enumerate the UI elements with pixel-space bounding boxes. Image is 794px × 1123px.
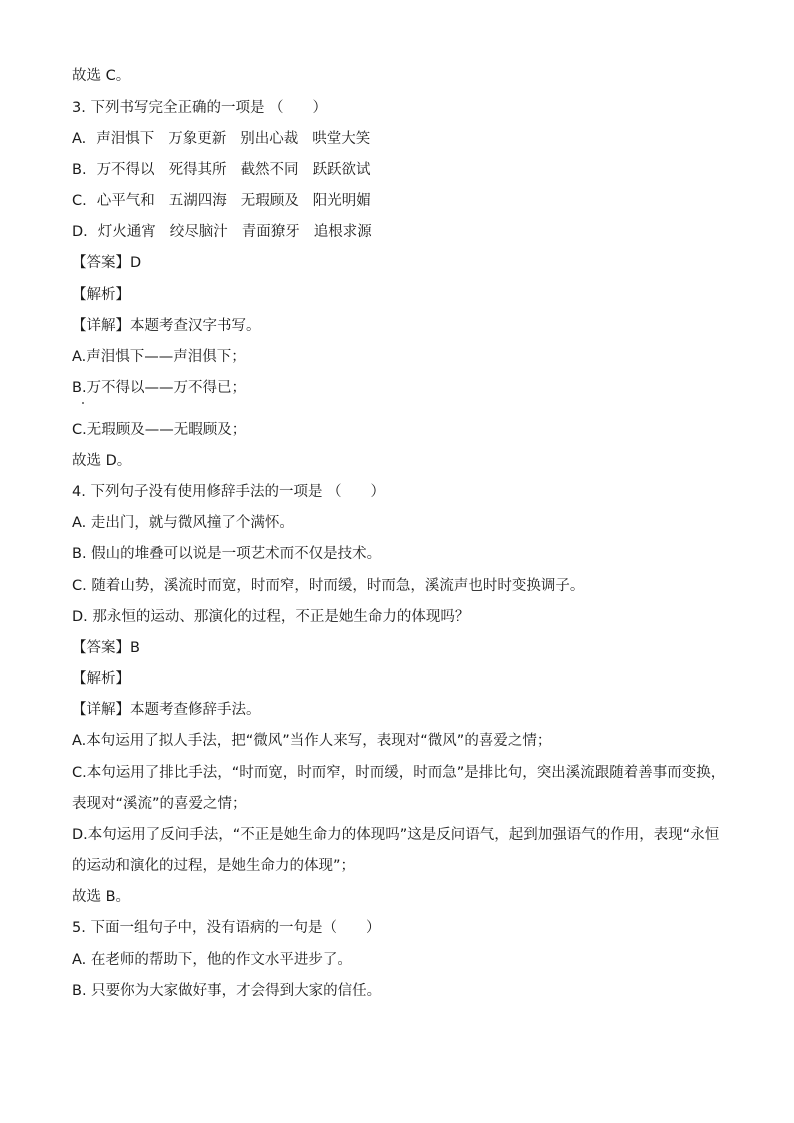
option-word: 哄堂大笑: [312, 131, 371, 147]
option-word: 无瑕顾及: [240, 193, 299, 209]
question-3-explanation-b: B.万不得以——万不得已；: [72, 380, 247, 396]
conclusion-text: 故选 C。: [72, 68, 131, 84]
question-4-explanation-a: A.本句运用了拟人手法，把“微风”当作人来写，表现对“微风”的喜爱之情；: [72, 733, 552, 749]
question-4-analysis-heading: 【解析】: [72, 671, 130, 687]
option-word: 五湖四海: [168, 193, 227, 209]
option-word: 阳光明媚: [312, 193, 371, 209]
question-3-stem: 3. 下列书写完全正确的一项是 （ ）: [72, 100, 328, 116]
question-3-detail: 【详解】本题考查汉字书写。: [72, 318, 261, 334]
question-3-option-d: [72, 222, 734, 242]
option-word: 死得其所: [168, 162, 227, 178]
question-3-explanation-c: C.无瑕顾及——无暇顾及；: [72, 422, 247, 438]
option-word: 绞尽脑汁: [169, 224, 228, 240]
option-word: 心平气和: [96, 193, 155, 209]
question-4-conclusion: 故选 B。: [72, 889, 131, 905]
question-4-option-d: D. 那永恒的运动、那演化的过程，不正是她生命力的体现吗？: [72, 609, 470, 625]
question-3-conclusion: 故选 D。: [72, 453, 132, 469]
option-word: 截然不同: [240, 162, 299, 178]
question-4-stem: 4. 下列句子没有使用修辞手法的一项是 （ ）: [72, 484, 386, 500]
question-3-option-c: [72, 191, 734, 211]
question-3-analysis-heading: 【解析】: [72, 287, 130, 303]
question-3-answer: 【答案】D: [72, 255, 142, 271]
question-3-option-b: [72, 160, 734, 180]
question-3-explanation-a: A.声泪惧下——声泪俱下；: [72, 349, 246, 365]
question-4-explanation-d-line1: D.本句运用了反问手法，“不正是她生命力的体现吗”这是反问语气，起到加强语气的作用，表现“永恒: [72, 827, 720, 843]
option-word: 青面獠牙: [241, 224, 300, 240]
option-word: 万象更新: [168, 131, 227, 147]
question-3-option-a: [72, 129, 734, 149]
question-4-explanation-c-line1: C.本句运用了排比手法，“时而宽，时而窄，时而缓，时而急”是排比句，突出溪流跟随着善事而变换，: [72, 765, 726, 781]
question-4-explanation-d-line2: 的运动和演化的过程，是她生命力的体现”；: [72, 858, 356, 874]
option-word: 灯火通宵: [97, 224, 156, 240]
question-4-option-a: A. 走出门，就与微风撞了个满怀。: [72, 515, 294, 531]
option-letter: D.: [72, 224, 88, 240]
question-4-answer: 【答案】B: [72, 640, 140, 656]
option-word: 跃跃欲试: [312, 162, 371, 178]
question-4-detail: 【详解】本题考查修辞手法。: [72, 702, 261, 718]
question-4-option-c: C. 随着山势，溪流时而宽，时而窄，时而缓，时而急，溪流声也时时变换调子。: [72, 578, 585, 594]
option-letter: A.: [72, 131, 87, 147]
stray-mark: [82, 402, 84, 404]
option-word: 万不得以: [96, 162, 155, 178]
option-word: 追根求源: [313, 224, 372, 240]
option-letter: C.: [72, 193, 87, 209]
question-5-stem: 5. 下面一组句子中，没有语病的一句是（ ）: [72, 920, 381, 936]
option-word: 声泪惧下: [96, 131, 155, 147]
question-5-option-a: A. 在老师的帮助下，他的作文水平进步了。: [72, 952, 352, 968]
option-letter: B.: [72, 162, 87, 178]
option-word: 别出心裁: [240, 131, 299, 147]
question-4-option-b: B. 假山的堆叠可以说是一项艺术而不仅是技术。: [72, 546, 382, 562]
question-4-explanation-c-line2: 表现对“溪流”的喜爱之情；: [72, 796, 247, 812]
question-5-option-b: B. 只要你为大家做好事，才会得到大家的信任。: [72, 983, 382, 999]
